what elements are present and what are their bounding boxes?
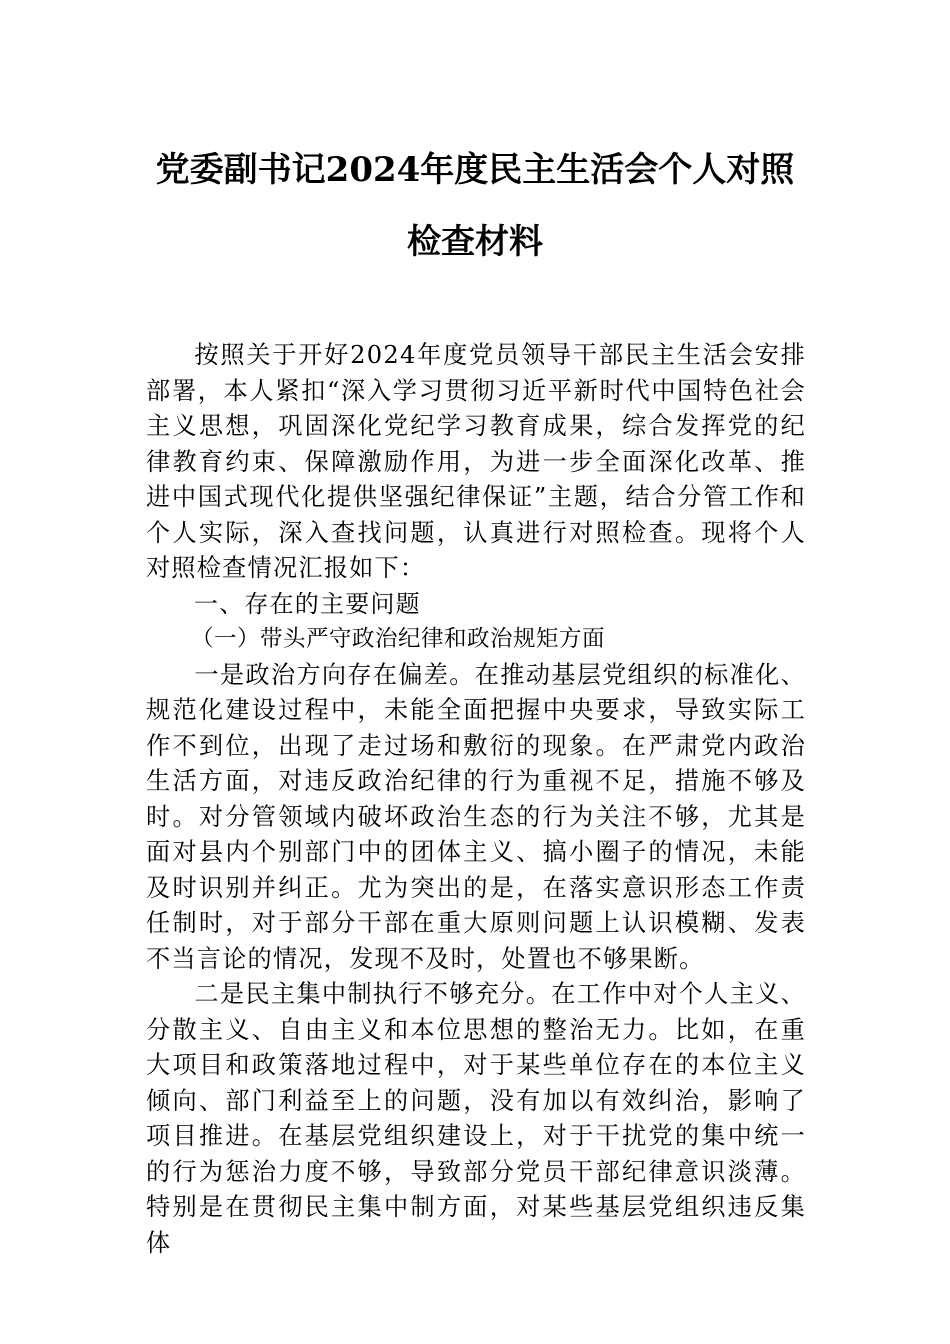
document-body — [146, 338, 806, 1261]
document-title-line-1: 党委副书记2024年度民主生活会个人对照 — [155, 150, 795, 190]
document-title-line-2: 检查材料 — [407, 222, 543, 262]
intro-paragraph: 按照关于开好2024年度党员领导干部民主生活会安排部署，本人紧扣“深入学习贯彻习近平新时代中国特色社会主义思想，巩固深化党纪学习教育成果，综合发挥党的纪律教育约束、保障激励作用，为进一步全面深化改革、推进中国式现代化提供坚强纪律保证”主题，结合分管工作和个人实际，深入查找问题，认真进行对照检查。现将个人对照检查情况汇报如下： — [146, 341, 806, 582]
section-heading: 一、存在的主要问题 — [194, 589, 421, 618]
body-paragraph-1: 一是政治方向存在偏差。在推动基层党组织的标准化、规范化建设过程中，未能全面把握中央要求，导致实际工作不到位，出现了走过场和敷衍的现象。在严肃党内政治生活方面，对违反政治纪律的行为重视不足，措施不够及时。对分管领域内破坏政治生态的行为关注不够，尤其是面对县内个别部门中的团体主义、搞小圈子的情况，未能及时识别并纠正。尤为突出的是，在落实意识形态工作责任制时，对于部分干部在重大原则问题上认识模糊、发表不当言论的情况，发现不及时，处置也不够果断。 — [146, 660, 806, 973]
subsection-heading: （一）带头严守政治纪律和政治规矩方面 — [191, 626, 606, 652]
body-paragraph-2: 二是民主集中制执行不够充分。在工作中对个人主义、分散主义、自由主义和本位思想的整治无力。比如，在重大项目和政策落地过程中，对于某些单位存在的本位主义倾向、部门利益至上的问题，没有加以有效纠治，影响了项目推进。在基层党组织建设上，对于干扰党的集中统一的行为惩治力度不够，导致部分党员干部纪律意识淡薄。特别是在贯彻民主集中制方面，对某些基层党组织违反集体 — [146, 980, 806, 1257]
